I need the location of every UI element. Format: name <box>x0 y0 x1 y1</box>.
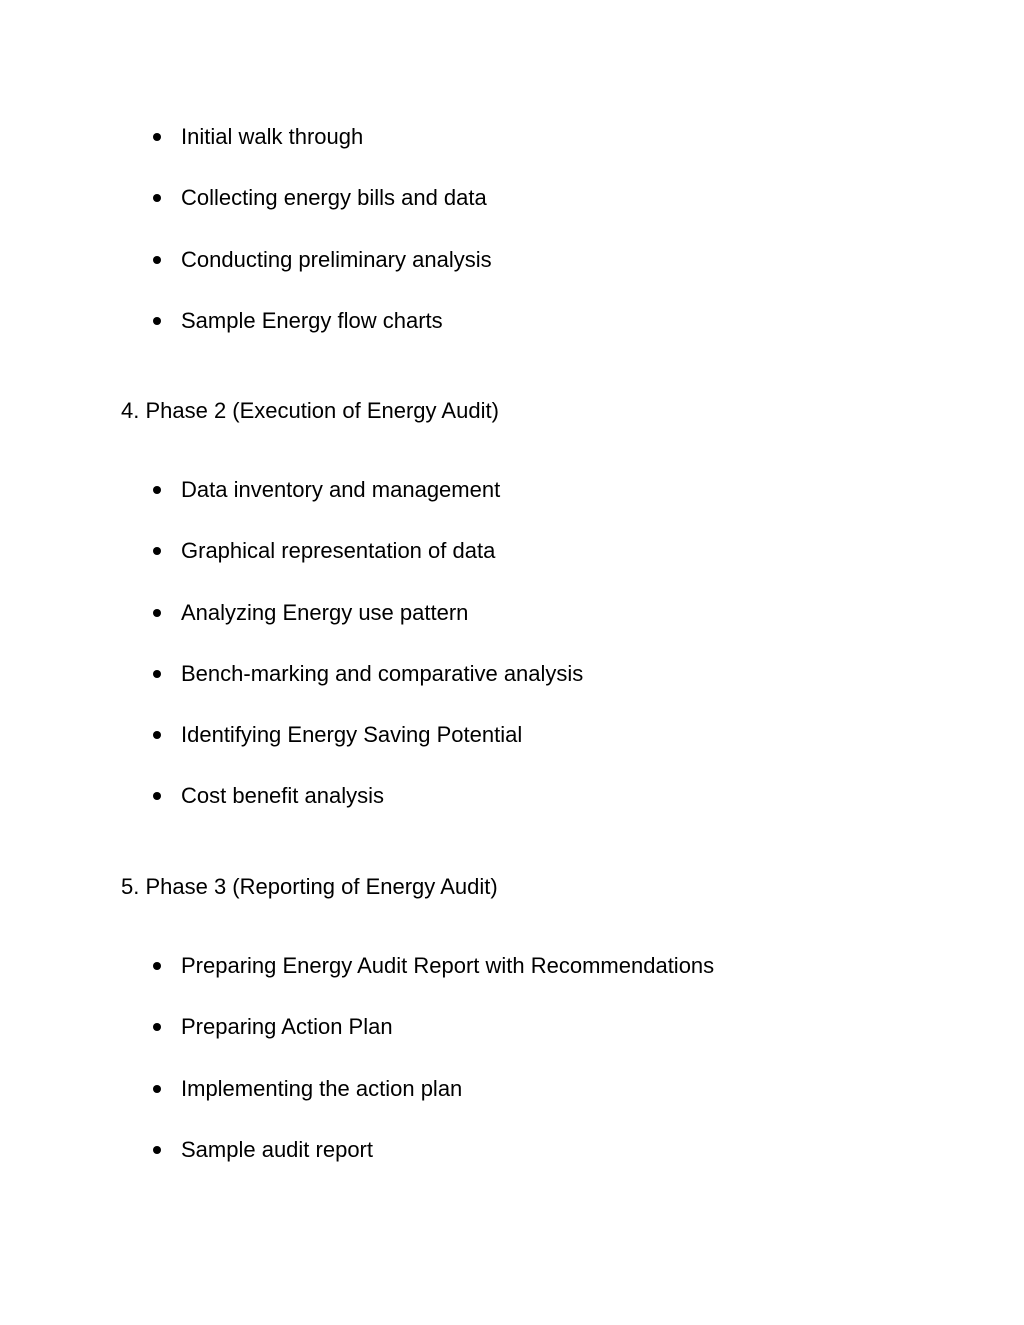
list-item-text: Data inventory and management <box>181 477 501 502</box>
list-item-text: Sample Energy flow charts <box>181 307 443 333</box>
list-item-text: Implementing the action plan <box>181 1075 463 1101</box>
bullet-icon <box>153 962 161 970</box>
bullet-icon <box>153 547 161 555</box>
list-item-text: Analyzing Energy use pattern <box>181 599 469 625</box>
list-item <box>0 1074 1024 1135</box>
section-heading-phase-2: 4. Phase 2 (Execution of Energy Audit) <box>121 398 499 423</box>
list-item <box>0 245 1024 306</box>
bullet-icon <box>153 133 161 141</box>
list-item-text: Sample audit report <box>181 1136 373 1162</box>
bullet-icon <box>153 486 161 494</box>
list-item <box>0 475 1024 536</box>
list-item-text: Cost benefit analysis <box>181 783 384 809</box>
list-item-text: Initial walk through <box>181 124 364 149</box>
list-item <box>0 306 1024 367</box>
list-item <box>0 951 1024 1012</box>
phase-1-bullet-list <box>0 122 1024 367</box>
list-item <box>0 598 1024 659</box>
section-heading-phase-3: 5. Phase 3 (Reporting of Energy Audit) <box>121 874 498 899</box>
list-item-text: Identifying Energy Saving Potential <box>181 722 523 748</box>
list-item <box>0 183 1024 244</box>
list-item-text: Graphical representation of data <box>181 538 496 564</box>
bullet-icon <box>153 256 161 264</box>
bullet-icon <box>153 792 161 800</box>
bullet-icon <box>153 194 161 202</box>
list-item-text: Preparing Action Plan <box>181 1014 393 1040</box>
bullet-icon <box>153 731 161 739</box>
bullet-icon <box>153 670 161 678</box>
bullet-icon <box>153 1023 161 1031</box>
list-item <box>0 1012 1024 1073</box>
list-item-text: Bench-marking and comparative analysis <box>181 660 584 686</box>
phase-3-bullet-list <box>0 951 1024 1196</box>
bullet-icon <box>153 1085 161 1093</box>
bullet-icon <box>153 609 161 617</box>
list-item-text: Preparing Energy Audit Report with Recommendations <box>181 953 715 978</box>
list-item <box>0 1135 1024 1196</box>
list-item <box>0 781 1024 842</box>
list-item <box>0 122 1024 183</box>
list-item <box>0 720 1024 781</box>
bullet-icon <box>153 317 161 325</box>
list-item <box>0 536 1024 597</box>
list-item-text: Collecting energy bills and data <box>181 185 487 211</box>
list-item-text: Conducting preliminary analysis <box>181 246 492 272</box>
list-item <box>0 659 1024 720</box>
phase-2-bullet-list <box>0 475 1024 843</box>
bullet-icon <box>153 1146 161 1154</box>
